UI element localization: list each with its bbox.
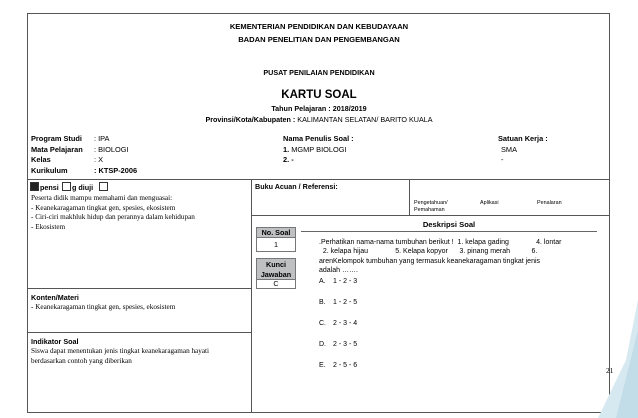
- konten-label: Konten/Materi: [31, 293, 79, 302]
- option-d[interactable]: [319, 341, 357, 348]
- no-soal-value: 1: [256, 238, 296, 252]
- kunci-label: [256, 258, 296, 280]
- option-a[interactable]: [319, 278, 357, 285]
- option-key: E.: [319, 362, 326, 369]
- grid-line-top: [27, 179, 610, 180]
- option-text: 2 - 3 - 4: [333, 320, 358, 327]
- grid-line-indikator: [27, 332, 251, 333]
- level-pengetahuan: [414, 200, 448, 214]
- province-value: KALIMANTAN SELATAN/ BARITO KUALA: [297, 115, 433, 124]
- province: [0, 115, 638, 124]
- page-number: 21: [606, 366, 614, 375]
- buku-label: Buku Acuan / Referensi:: [255, 182, 338, 191]
- school-year: [0, 104, 638, 113]
- kunci-label-line2: Jawaban: [260, 270, 292, 279]
- option-text: 2 - 3 - 5: [333, 341, 358, 348]
- no-soal-label: No. Soal: [256, 227, 296, 238]
- kelas-value: : X: [94, 155, 104, 164]
- option-key: A.: [319, 278, 326, 285]
- level-aplikasi: Aplikasi: [480, 200, 499, 206]
- satuan-label: Satuan Kerja :: [498, 134, 548, 143]
- kompetensi-box-filled: [30, 182, 39, 191]
- school-year-value: 2018/2019: [332, 104, 367, 113]
- option-key: B.: [319, 299, 326, 306]
- grid-line-konten: [27, 288, 251, 289]
- ministry-title: KEMENTERIAN PENDIDIKAN DAN KEBUDAYAAN: [229, 22, 409, 31]
- grid-line-level-col: [409, 179, 410, 215]
- indikator-label: Indikator Soal: [31, 337, 79, 346]
- konten-value: - Keanekaragaman tingkat gen, spesies, ekosistem: [31, 303, 176, 311]
- question-line: adalah …….: [319, 266, 358, 274]
- indikator-line: Siswa dapat menentukan jenis tingkat keanekaragaman hayati: [31, 347, 210, 355]
- satuan-1: SMA: [501, 144, 518, 154]
- penulis-1-value: MGMP BIOLOGI: [291, 144, 347, 154]
- option-e[interactable]: [319, 362, 357, 369]
- indikator-content: [31, 347, 249, 366]
- indikator-line: berdasarkan contoh yang diberikan: [31, 356, 132, 365]
- kompetensi-label-a: pensi: [40, 183, 59, 192]
- mapel-label: Mata Pelajaran: [31, 144, 83, 154]
- satuan-2: -: [501, 155, 504, 164]
- info-middle: [283, 134, 354, 166]
- penulis-1-num: 1.: [283, 144, 290, 154]
- kunci-label-line1: Kunci: [266, 260, 286, 269]
- question-line: 2. kelapa hijau 5. Kelapa kopyor 3. pinang merah 6.: [319, 248, 538, 256]
- penulis-2: 2. -: [283, 155, 294, 164]
- kelas-label: Kelas: [31, 155, 51, 164]
- kurikulum-value: : KTSP-2006: [94, 165, 138, 175]
- option-b[interactable]: [319, 299, 357, 306]
- school-year-label: Tahun Pelajaran :: [271, 104, 331, 113]
- level-penalaran: Penalaran: [537, 200, 562, 206]
- option-text: 1 - 2 - 3: [333, 278, 358, 285]
- option-key: C.: [319, 320, 326, 327]
- deskripsi-divider: [301, 231, 597, 232]
- deskripsi-soal-panel: [301, 216, 597, 376]
- question-text: [319, 238, 589, 275]
- kompetensi-box-empty: [62, 182, 71, 191]
- info-left: [31, 134, 137, 176]
- mapel-value: : BIOLOGI: [94, 144, 129, 154]
- kompetensi-item: - Ciri-ciri makhluk hidup dan perannya dalam kehidupan: [31, 213, 195, 222]
- penulis-label: Nama Penulis Soal :: [283, 134, 354, 143]
- option-key: D.: [319, 341, 326, 348]
- option-text: 2 - 5 - 6: [333, 362, 358, 369]
- kompetensi-item: - Keanekaragaman tingkat gen, spesies, ekosistem: [31, 203, 176, 212]
- center-title: PUSAT PENILAIAN PENDIDIKAN: [263, 68, 375, 77]
- agency-title: BADAN PENELITIAN DAN PENGEMBANGAN: [238, 35, 400, 44]
- option-text: 1 - 2 - 5: [333, 299, 358, 306]
- kompetensi-content: [31, 194, 249, 232]
- kompetensi-intro: Peserta didik mampu memahami dan menguasai:: [31, 194, 173, 202]
- province-label: Provinsi/Kota/Kabupaten :: [205, 115, 296, 124]
- kurikulum-label: Kurikulum: [31, 165, 68, 175]
- kunci-value: C: [256, 280, 296, 289]
- info-right: [498, 134, 548, 166]
- kompetensi-label-b: g diuji: [72, 183, 94, 192]
- kompetensi-box-empty-2: [99, 182, 108, 191]
- option-c[interactable]: [319, 320, 357, 327]
- card-title: KARTU SOAL: [281, 89, 357, 101]
- level-pengetahuan-line1: Pengetahuan/: [414, 200, 448, 206]
- deskripsi-title: Deskripsi Soal: [422, 220, 476, 229]
- question-line: .Perhatikan nama-nama tumbuhan berikut ! 1. kelapa gading 4. lontar: [319, 239, 562, 246]
- program-label: Program Studi: [31, 134, 82, 143]
- question-line: arenKelompok tumbuhan yang termasuk keanekaragaman tingkat jenis: [319, 257, 541, 265]
- corner-decoration: [598, 300, 638, 418]
- level-pengetahuan-line2: Pemahaman: [414, 207, 445, 213]
- program-value: : IPA: [94, 134, 110, 143]
- kompetensi-item: - Ekosistem: [31, 222, 66, 231]
